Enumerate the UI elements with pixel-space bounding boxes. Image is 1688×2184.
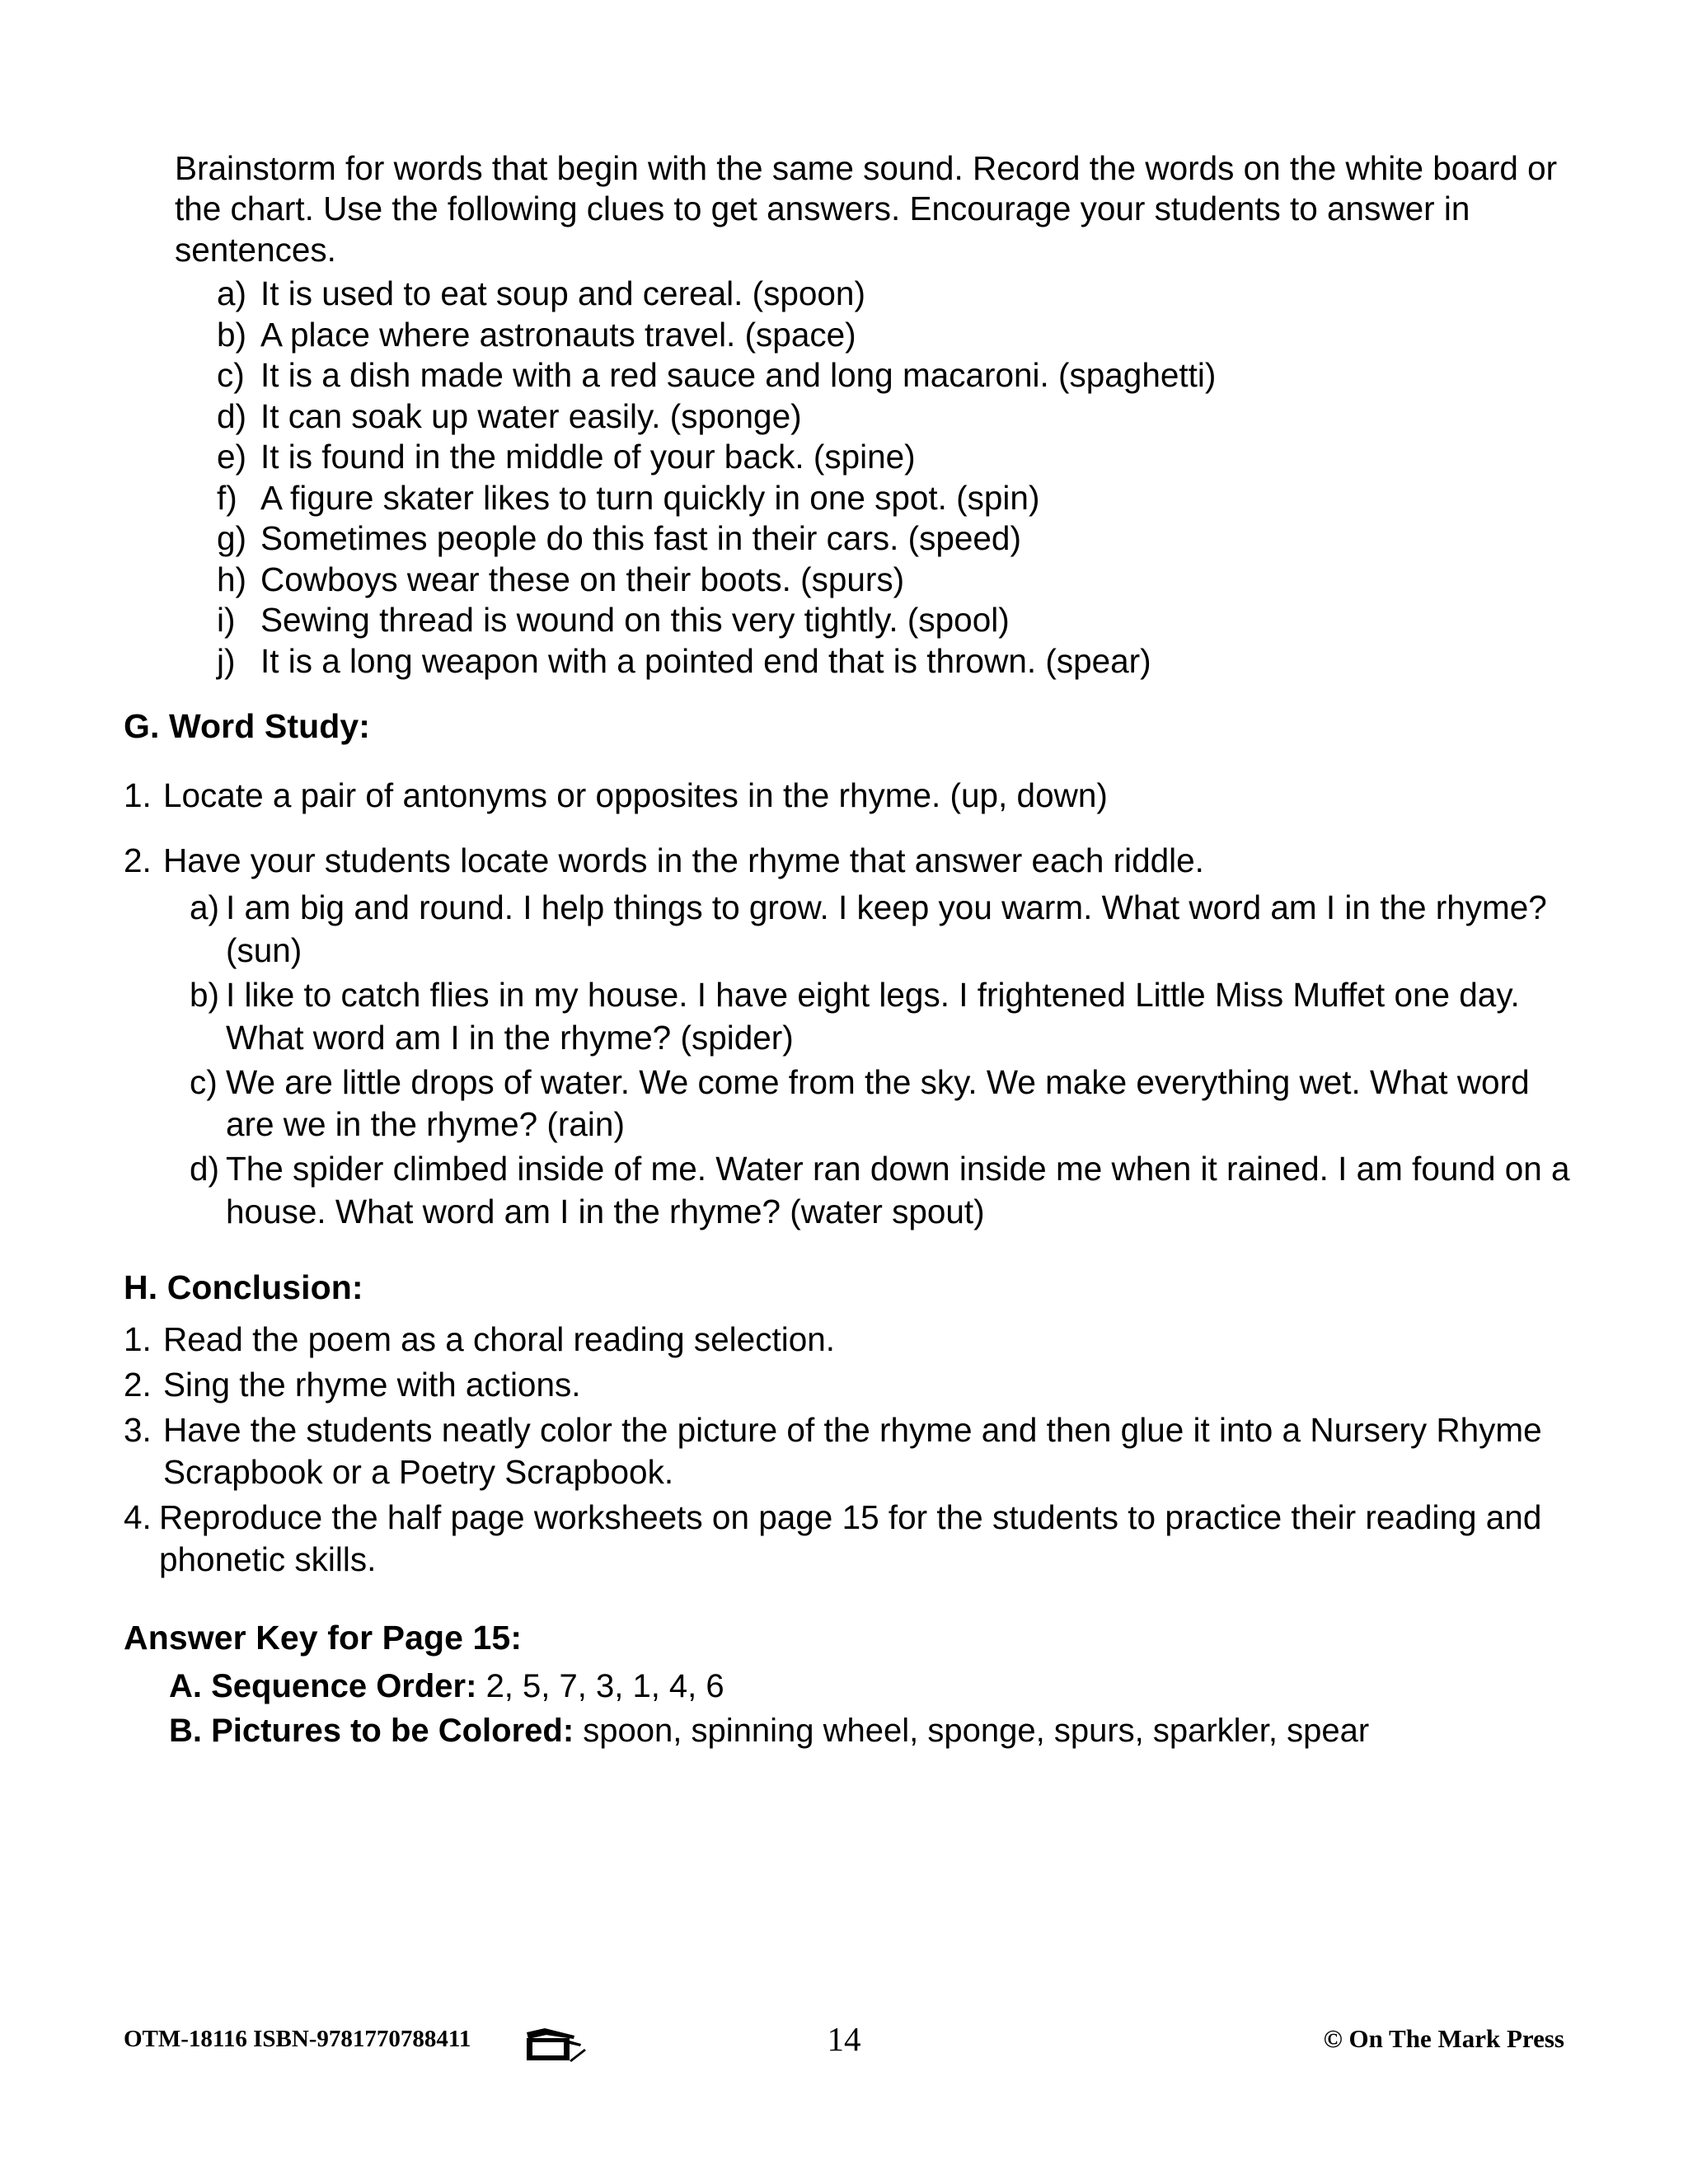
- answer-key-pictures-value: spoon, spinning wheel, sponge, spurs, sparkler, spear: [583, 1712, 1370, 1749]
- list-marker: g): [217, 519, 247, 558]
- list-marker: j): [217, 641, 236, 680]
- list-item: [124, 440, 1574, 474]
- answer-key-sequence-label: A. Sequence Order:: [169, 1667, 477, 1704]
- footer-product-code: OTM-18116 ISBN-9781770788411: [124, 2026, 471, 2052]
- list-marker: a): [217, 274, 247, 313]
- list-item: [124, 1497, 1574, 1581]
- conclusion-list: [124, 1319, 1574, 1581]
- list-text: A figure skater likes to turn quickly in one spot. (spin): [260, 478, 1040, 517]
- list-text: Have the students neatly color the picture of the rhyme and then glue it into a Nursery Rhyme Scrapbook or a Poetry Scrapbook.: [163, 1410, 1542, 1491]
- riddle-list: [163, 887, 1574, 1234]
- list-item: [124, 601, 1574, 640]
- list-text: Reproduce the half page worksheets on page 15 for the students to practice their reading and phonetic skills.: [159, 1497, 1542, 1578]
- list-text: It can soak up water easily. (sponge): [260, 396, 802, 435]
- page-number: 14: [827, 2020, 861, 2058]
- page-footer: [124, 2019, 1564, 2069]
- list-marker: e): [217, 438, 247, 476]
- section-heading-word-study: G. Word Study:: [124, 707, 371, 746]
- list-marker: d): [190, 1150, 220, 1188]
- list-text: Sewing thread is wound on this very tightly. (spool): [260, 601, 1010, 640]
- page-content: [124, 148, 1574, 1755]
- answer-key-sequence: [124, 1666, 1574, 1707]
- list-marker: b): [217, 315, 247, 354]
- list-text: Sometimes people do this fast in their cars. (speed): [260, 519, 1021, 558]
- list-text: Read the poem as a choral reading selection.: [163, 1319, 836, 1358]
- list-item: [124, 560, 1574, 598]
- answer-key-sequence-value: 2, 5, 7, 3, 1, 4, 6: [485, 1667, 724, 1704]
- list-item: [124, 356, 1574, 395]
- answer-key-pictures: [124, 1711, 1574, 1751]
- list-item: [163, 1148, 1574, 1234]
- intro-paragraph: Brainstorm for words that begin with the same sound. Record the words on the white board or the chart. Use the following clues to get answers. Encourage your students to answer in sentences.: [175, 149, 1558, 269]
- list-text: I am big and round. I help things to grow. I keep you warm. What word am I in the rhyme? (sun): [226, 888, 1547, 970]
- list-marker: h): [217, 560, 247, 598]
- list-text: A place where astronauts travel. (space): [260, 315, 856, 354]
- list-marker: 2.: [124, 841, 152, 880]
- list-marker: c): [217, 356, 245, 395]
- list-item: [124, 274, 1574, 313]
- list-text: It is a long weapon with a pointed end that is thrown. (spear): [260, 641, 1151, 680]
- word-study-list: [124, 775, 1574, 1235]
- list-marker: a): [190, 888, 220, 927]
- list-text: Sing the rhyme with actions.: [163, 1365, 581, 1404]
- answer-key-heading: Answer Key for Page 15:: [124, 1618, 523, 1657]
- list-text: It is found in the middle of your back. (spine): [260, 438, 916, 476]
- list-marker: c): [190, 1062, 218, 1101]
- list-marker: 1.: [124, 776, 152, 815]
- list-text: We are little drops of water. We come from the sky. We make everything wet. What word are we in the rhyme? (rain): [226, 1062, 1530, 1144]
- list-marker: f): [217, 478, 237, 517]
- list-marker: 2.: [124, 1365, 152, 1404]
- list-item: [124, 1409, 1574, 1493]
- list-text: Have your students locate words in the rhyme that answer each riddle.: [163, 841, 1204, 880]
- list-marker: b): [190, 975, 220, 1014]
- list-item: [124, 315, 1574, 354]
- list-item: [124, 1319, 1574, 1361]
- list-marker: i): [217, 601, 236, 640]
- answer-key-pictures-label: B. Pictures to be Colored:: [169, 1712, 574, 1749]
- list-item: [124, 775, 1574, 817]
- list-item: [124, 641, 1574, 680]
- list-marker: 1.: [124, 1319, 152, 1358]
- footer-copyright: © On The Mark Press: [1323, 2024, 1564, 2053]
- section-heading-conclusion: H. Conclusion:: [124, 1268, 363, 1306]
- list-text: It is used to eat soup and cereal. (spoon): [260, 274, 865, 313]
- list-text: Cowboys wear these on their boots. (spurs): [260, 560, 905, 598]
- list-text: It is a dish made with a red sauce and long macaroni. (spaghetti): [260, 356, 1217, 395]
- list-text-with-sublist: [163, 840, 1574, 1235]
- clue-list: [124, 274, 1574, 680]
- list-text: The spider climbed inside of me. Water ran down inside me when it rained. I am found on a house. What word am I in the rhyme? (water spout): [226, 1150, 1570, 1231]
- list-text: I like to catch flies in my house. I have eight legs. I frightened Little Miss Muffet one day. What word am I in the rhyme? (spider): [226, 975, 1520, 1057]
- list-item: [163, 974, 1574, 1060]
- list-marker: 4.: [124, 1497, 152, 1536]
- list-item: [124, 519, 1574, 558]
- list-item: [163, 887, 1574, 972]
- list-item: [124, 840, 1574, 1235]
- list-marker: 3.: [124, 1410, 152, 1449]
- list-text: Locate a pair of antonyms or opposites in the rhyme. (up, down): [163, 776, 1108, 815]
- list-item: [124, 1364, 1574, 1406]
- list-item: [124, 396, 1574, 435]
- list-item: [124, 478, 1574, 517]
- list-item: [163, 1062, 1574, 1147]
- list-marker: d): [217, 396, 247, 435]
